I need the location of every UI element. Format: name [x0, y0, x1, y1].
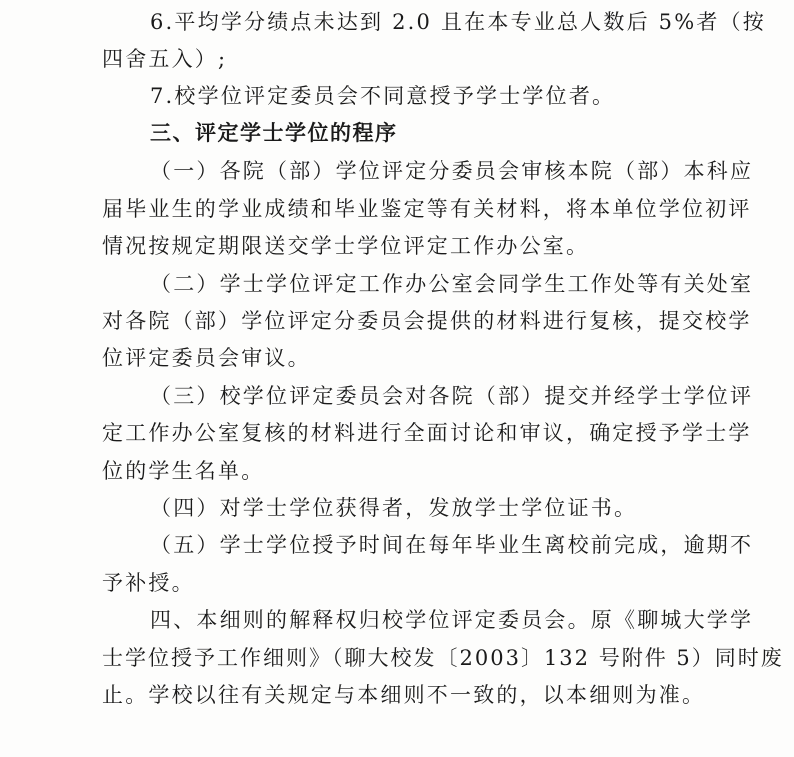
text-line: 予补授。: [102, 571, 195, 595]
text-line: 对各院（部）学位评定分委员会提供的材料进行复核，提交校学: [102, 309, 752, 333]
text-line: 止。学校以往有关规定与本细则不一致的，以本细则为准。: [102, 683, 706, 707]
text-line: （一）各院（部）学位评定分委员会审核本院（部）本科应: [150, 159, 754, 183]
text-line: 情况按规定期限送交学士学位评定工作办公室。: [102, 234, 590, 258]
text-line: （二）学士学位评定工作办公室会同学生工作处等有关处室: [150, 272, 754, 296]
text-line: 7.校学位评定委员会不同意授予学士学位者。: [150, 84, 616, 108]
text-line: 位的学生名单。: [102, 459, 265, 483]
text-line: 士学位授予工作细则》（聊大校发〔2003〕132 号附件 5）同时废: [102, 646, 784, 670]
text-line: 位评定委员会审议。: [102, 346, 311, 370]
text-line: 定工作办公室复核的材料进行全面讨论和审议，确定授予学士学: [102, 421, 752, 445]
text-line: 四、本细则的解释权归校学位评定委员会。原《聊城大学学: [150, 608, 754, 632]
text-line: 6.平均学分绩点未达到 2.0 且在本专业总人数后 5%者（按: [150, 10, 766, 34]
text-line: 四舍五入）;: [102, 47, 228, 71]
text-line: （四）对学士学位获得者，发放学士学位证书。: [150, 496, 638, 520]
section-heading: 三、评定学士学位的程序: [150, 121, 398, 145]
text-line: 届毕业生的学业成绩和毕业鉴定等有关材料，将本单位学位初评: [102, 197, 752, 221]
text-line: （三）校学位评定委员会对各院（部）提交并经学士学位评: [150, 384, 754, 408]
text-line: （五）学士学位授予时间在每年毕业生离校前完成，逾期不: [150, 533, 754, 557]
